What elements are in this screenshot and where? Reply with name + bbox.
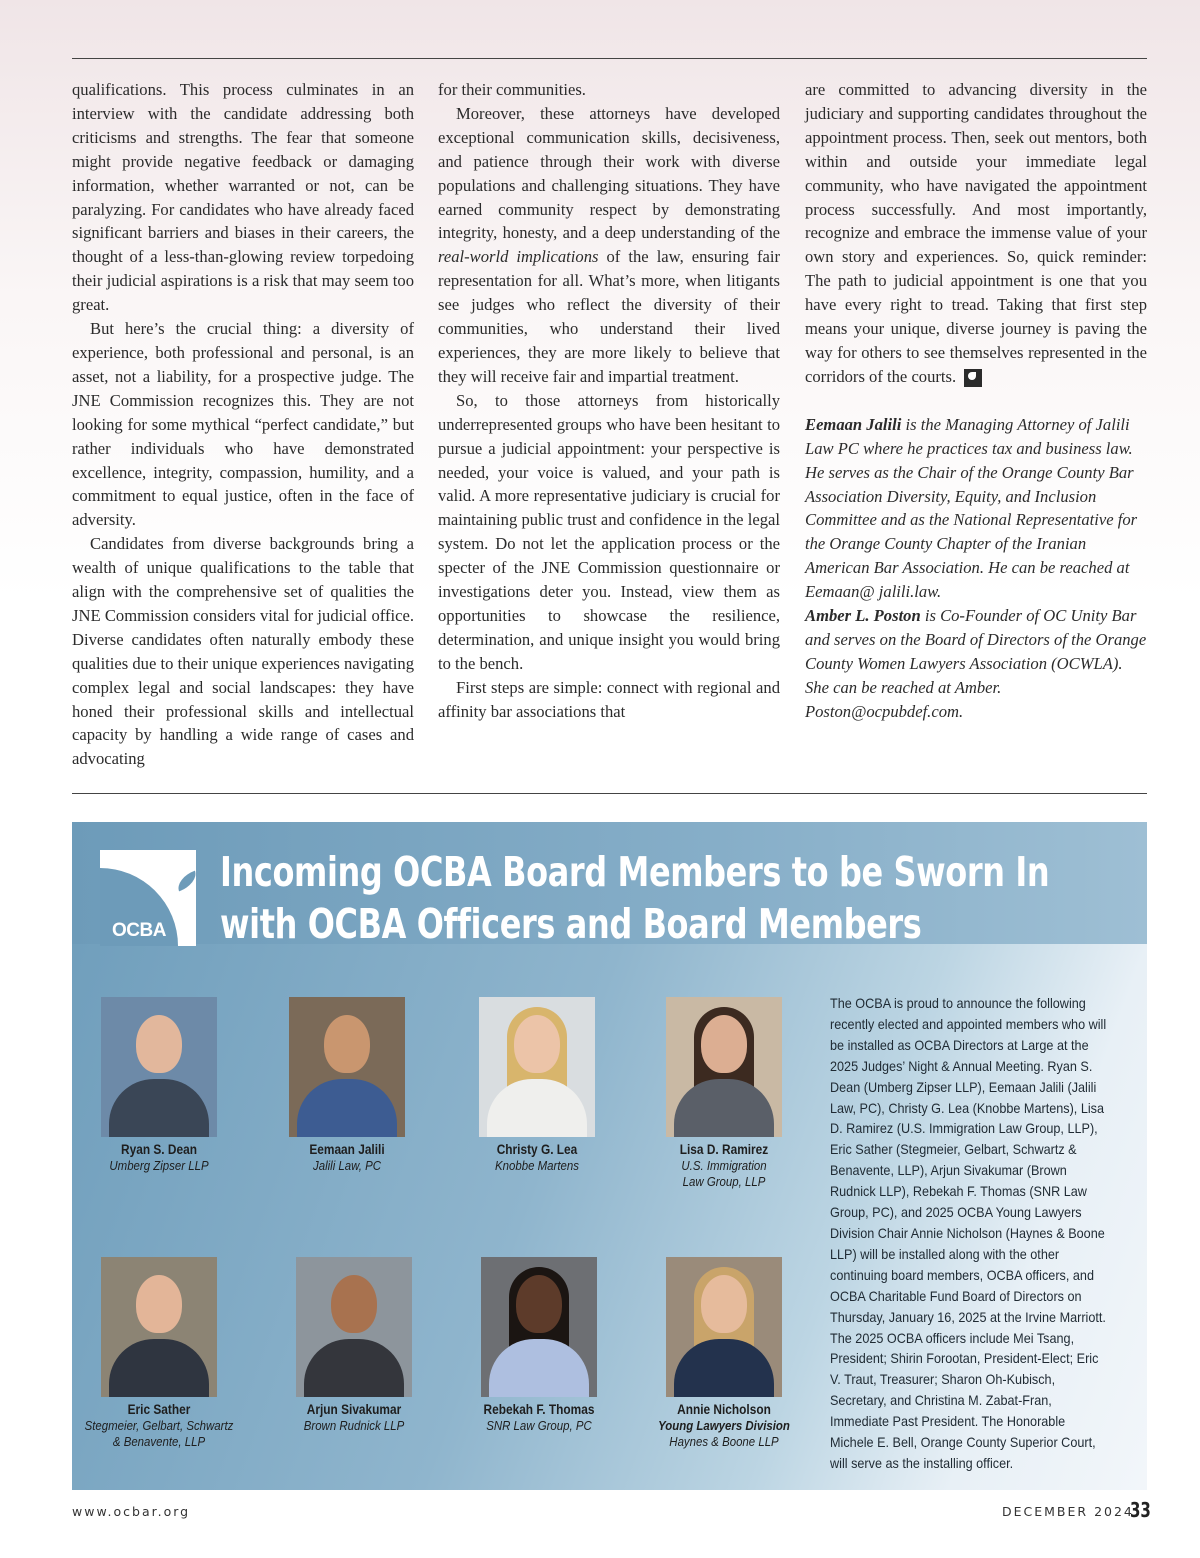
member-firm: Jalili Law, PC	[312, 1158, 382, 1173]
member-photo	[666, 997, 782, 1137]
text-run: are committed to advancing diversity in the judiciary and supporting candidates throughout the appointment process. Then, seek out mentors, both within and outside your immediate legal community, who have navigated the appointment process successfully. And most importantly, recognize and embrace the immense value of your own story and experiences. So, quick reminder: The path to judicial appointment is one that you have every right to tread. Taking that first step means your unique, diverse journey is paving the way for others to see themselves represented in the corridors of the courts.	[805, 80, 1147, 386]
author-name: Amber L. Poston	[805, 606, 921, 626]
member-photo	[479, 997, 595, 1137]
member-name: Rebekah F. Thomas	[483, 1402, 595, 1417]
member-card	[452, 997, 622, 1174]
ocba-logo	[100, 850, 196, 946]
member-photo	[101, 1257, 217, 1397]
member-card	[639, 997, 809, 1190]
member-firm: Haynes & Boone LLP	[669, 1434, 779, 1449]
paragraph: Candidates from diverse backgrounds bring a wealth of unique qualifications to the table that align with the comprehensive set of qualities the JNE Commission considers vital for judicial office. Diverse candidates often naturally embody these qualities due to their unique experiences navigating complex legal and social landscapes: they have honed their professional skills and intellectual capacity by handling a wide range of cases and advocating	[72, 534, 414, 769]
member-card	[262, 997, 432, 1174]
member-name: Ryan S. Dean	[121, 1142, 197, 1157]
member-firm: Knobbe Martens	[495, 1158, 579, 1173]
member-card	[639, 1257, 809, 1450]
member-photo	[481, 1257, 597, 1397]
panel-title	[220, 846, 1049, 950]
member-name: Arjun Sivakumar	[306, 1402, 402, 1417]
ocba-end-mark-icon	[964, 369, 982, 387]
member-firm: Stegmeier, Gelbart, Schwartz & Benavente, LLP	[84, 1418, 234, 1449]
section-rule	[72, 793, 1147, 794]
paragraph: But here’s the crucial thing: a diversity of experience, both professional and personal, is an asset, not a liability, for a prospective judge. The JNE Commission recognizes this. They are not looking for some mythical “perfect candidate,” but rather individuals who have demonstrated excellence, integrity, compassion, humility, and a commitment to equal justice, often in the face of adversity.	[72, 319, 414, 530]
paragraph: So, to those attorneys from historically underrepresented groups who have been hesitant to pursue a judicial appointment: your perspective is needed, your voice is valued, and your path is valid. A more representative judiciary is crucial for maintaining public trust and confidence in the legal system. Do not let the application process or the specter of the JNE Commission questionnaire or investigations deter you. Instead, view them as opportunities to showcase the resilience, determination, and unique insight you would bring to the bench.	[438, 390, 780, 673]
author-name: Eemaan Jalili	[805, 414, 902, 434]
panel-title-line: with OCBA Officers and Board Members	[220, 900, 922, 948]
article-column-2	[438, 78, 780, 723]
member-card	[269, 1257, 439, 1434]
logo-text: OCBA	[112, 920, 166, 941]
member-name: Annie Nicholson	[677, 1402, 771, 1417]
author-bio-jalili	[805, 413, 1147, 604]
author-bio-text: is Co-Founder of OC Unity Bar and serves on the Board of Directors of the Orange County Women Lawyers Association (OCWLA). She can be reached at Amber. Poston@ocpubdef.com.	[805, 606, 1147, 721]
text-run: of the law, ensuring fair representation for all. What’s more, when litigants see judges who reflect the diversity of their communities, who understand their lived experiences, they are more likely to believe that they will receive fair and impartial treatment.	[438, 247, 780, 386]
article-column-1	[72, 78, 414, 771]
member-photo	[101, 997, 217, 1137]
emphasis-text: real-world implications	[438, 247, 599, 267]
member-name: Lisa D. Ramirez	[679, 1142, 769, 1157]
member-firm: U.S. Immigration Law Group, LLP	[681, 1158, 767, 1189]
member-firm: SNR Law Group, PC	[486, 1418, 592, 1433]
article-column-3	[805, 78, 1147, 724]
paragraph: for their communities.	[438, 80, 586, 99]
paragraph	[805, 78, 1147, 389]
announcement-text: The OCBA is proud to announce the following recently elected and appointed members who will be installed as OCBA Directors at Large at the 2025 Judges’ Night & Annual Meeting. Ryan S. Dean (Umberg Zipser LLP), Eemaan Jalili (Jalili Law, PC), Christy G. Lea (Knobbe Martens), Lisa D. Ramirez (U.S. Immigration Law Group, LLP), Eric Sather (Stegmeier, Gelbart, Schwartz & Benavente, LLP), Arjun Sivakumar (Brown Rudnick LLP), Rebekah F. Thomas (SNR Law Group, PC), and 2025 OCBA Young Lawyers Division Chair Annie Nicholson (Haynes & Boone LLP) will be installed along with the other continuing board members, OCBA officers, and OCBA Charitable Fund Board of Directors on Thursday, January 16, 2025 at the Irvine Marriott. The 2025 OCBA officers include Mei Tsang, President; Shirin Forootan, President-Elect; Eric V. Traut, Treasurer; Sharon Oh-Kubisch, Secretary, and Christina M. Zabat-Fran, Immediate Past President. The Honorable Michele E. Bell, Orange County Superior Court, will serve as the installing officer.	[830, 996, 1107, 1471]
member-card	[74, 997, 244, 1174]
footer-website: www.ocbar.org	[72, 1504, 191, 1519]
member-photo	[666, 1257, 782, 1397]
member-firm: Brown Rudnick LLP	[303, 1418, 405, 1433]
author-bio-text: is the Managing Attorney of Jalili Law PC where he practices tax and business law. He serves as the Chair of the Orange County Bar Association Diversity, Equity, and Inclusion Committee and as the National Representative for the Orange County Chapter of the Iranian American Bar Association. He can be reached at Eemaan@ jalili.law.	[805, 414, 1138, 602]
member-role: Young Lawyers Division	[658, 1418, 790, 1433]
paragraph	[438, 102, 780, 389]
paragraph: qualifications. This process culminates in an interview with the candidate addressing both criticisms and strengths. The fear that someone might provide negative feedback or damaging information, whether warranted or not, can be paralyzing. For candidates who have already faced significant barriers and biases in their careers, the thought of a less-than-glowing review torpedoing their judicial aspirations is a risk that may seem too great.	[72, 80, 414, 315]
board-members-panel	[72, 822, 1147, 1490]
member-name: Christy G. Lea	[496, 1142, 578, 1157]
top-rule	[72, 58, 1147, 59]
author-bio-poston	[805, 604, 1147, 724]
member-photo	[289, 997, 405, 1137]
text-run: Moreover, these attorneys have developed exceptional communication skills, decisiveness, and patience through their work with diverse populations and challenging situations. They have earned community respect by demonstrating integrity, honesty, and a deep understanding of the	[438, 103, 780, 243]
paragraph: First steps are simple: connect with regional and affinity bar associations that	[438, 677, 780, 721]
page-number: 33	[1130, 1498, 1151, 1522]
member-photo	[296, 1257, 412, 1397]
member-name: Eemaan Jalili	[309, 1142, 385, 1157]
panel-title-line: Incoming OCBA Board Members to be Sworn In	[220, 848, 1050, 896]
member-firm: Umberg Zipser LLP	[109, 1158, 209, 1173]
member-card	[74, 1257, 244, 1450]
member-name: Eric Sather	[127, 1402, 191, 1417]
member-card	[454, 1257, 624, 1434]
footer-issue-date: DECEMBER 2024	[1002, 1504, 1134, 1519]
